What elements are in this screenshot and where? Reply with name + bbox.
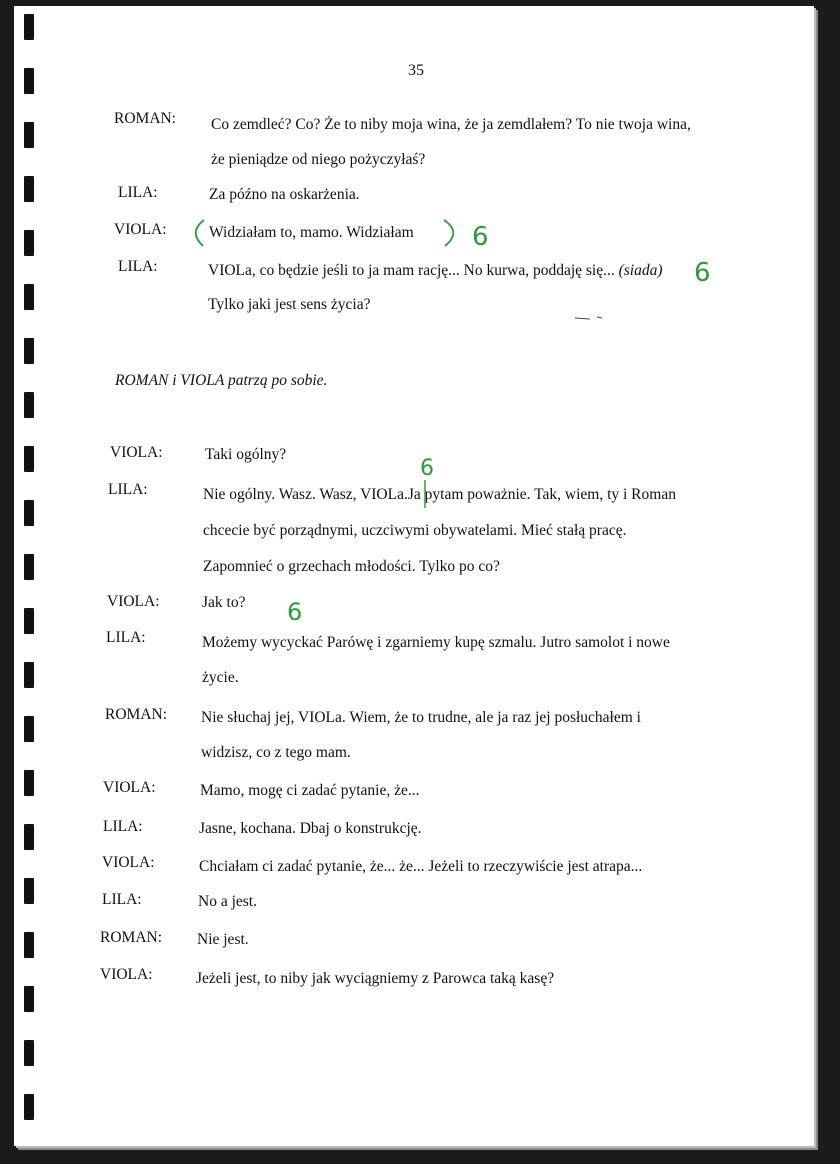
dialogue-line: Nie jest.	[197, 931, 249, 948]
binding-hole	[24, 1094, 34, 1120]
handwritten-mark: 6	[472, 222, 489, 252]
binding-hole	[24, 662, 34, 688]
binding-hole	[24, 878, 34, 904]
speaker-label: VIOLA:	[102, 854, 155, 871]
binding-hole	[24, 122, 34, 148]
speaker-label: LILA:	[103, 818, 143, 835]
binding-hole	[24, 338, 34, 364]
binding-hole	[24, 932, 34, 958]
binding-hole	[24, 770, 34, 796]
dialogue-line: Chciałam ci zadać pytanie, że... że... Jeżeli to rzeczywiście jest atrapa...	[199, 858, 643, 875]
stage-direction: ROMAN i VIOLA patrzą po sobie.	[115, 372, 328, 389]
binding-hole	[24, 446, 34, 472]
speaker-label: LILA:	[118, 258, 158, 275]
binding-hole	[24, 176, 34, 202]
binding-holes	[24, 0, 38, 1164]
handwritten-mark: 6	[694, 258, 711, 288]
binding-hole	[24, 608, 34, 634]
dialogue-line: chcecie być porządnymi, uczciwymi obywatelami. Mieć stałą pracę.	[203, 522, 627, 539]
speaker-label: LILA:	[118, 184, 158, 201]
binding-hole	[24, 986, 34, 1012]
dialogue-line: No a jest.	[198, 893, 257, 910]
dialogue-line: widzisz, co z tego mam.	[201, 744, 351, 761]
speaker-label: LILA:	[106, 629, 146, 646]
binding-hole	[24, 230, 34, 256]
dialogue-line: życie.	[202, 669, 239, 686]
binding-hole	[24, 1040, 34, 1066]
dialogue-line: VIOLa, co będzie jeśli to ja mam rację... No kurwa, poddaję się... (siada)	[208, 262, 663, 279]
binding-hole	[24, 284, 34, 310]
binding-hole	[24, 716, 34, 742]
binding-hole	[24, 68, 34, 94]
dialogue-line: Taki ogólny?	[205, 446, 287, 463]
dialogue-line: Jasne, kochana. Dbaj o konstrukcję.	[199, 820, 422, 837]
dialogue-line: Mamo, mogę ci zadać pytanie, że...	[200, 782, 420, 799]
dialogue-line: Nie ogólny. Wasz. Wasz, VIOLa.Ja pytam poważnie. Tak, wiem, ty i Roman	[203, 486, 676, 503]
stage-direction-inline: (siada)	[618, 262, 663, 279]
binding-hole	[24, 500, 34, 526]
speaker-label: VIOLA:	[103, 779, 156, 796]
speaker-label: LILA:	[108, 481, 148, 498]
binding-hole	[24, 824, 34, 850]
speaker-label: VIOLA:	[110, 444, 163, 461]
binding-hole	[24, 14, 34, 40]
speaker-label: ROMAN:	[105, 706, 168, 723]
page-number: 35	[408, 62, 424, 79]
dialogue-line: że pieniądze od niego pożyczyłaś?	[211, 151, 426, 168]
binding-hole	[24, 392, 34, 418]
speaker-label: VIOLA:	[100, 966, 153, 983]
speaker-label: ROMAN:	[100, 929, 163, 946]
speaker-label: ROMAN:	[114, 110, 177, 127]
binding-hole	[24, 554, 34, 580]
handwritten-mark: 6	[287, 598, 303, 626]
dialogue-line: Nie słuchaj jej, VIOLa. Wiem, że to trudne, ale ja raz jej posłuchałem i	[201, 709, 641, 726]
dialogue-line: Za późno na oskarżenia.	[209, 186, 360, 203]
speaker-label: LILA:	[102, 891, 142, 908]
dialogue-line: Jeżeli jest, to niby jak wyciągniemy z Parowca taką kasę?	[196, 970, 555, 987]
dialogue-line: Jak to?	[202, 594, 246, 611]
dialogue-line: Zapomnieć o grzechach młodości. Tylko po co?	[203, 558, 500, 575]
handwritten-mark: 6	[420, 456, 434, 481]
dialogue-line: Co zemdleć? Co? Że to niby moja wina, że ja zemdlałem? To nie twoja wina,	[211, 116, 691, 133]
speaker-label: VIOLA:	[114, 221, 167, 238]
speaker-label: VIOLA:	[107, 593, 160, 610]
dialogue-line: Możemy wycyckać Parówę i zgarniemy kupę szmalu. Jutro samolot i nowe	[202, 634, 670, 651]
dialogue-line: Tylko jaki jest sens życia?	[208, 296, 371, 313]
dialogue-line: Widziałam to, mamo. Widziałam	[209, 224, 414, 241]
